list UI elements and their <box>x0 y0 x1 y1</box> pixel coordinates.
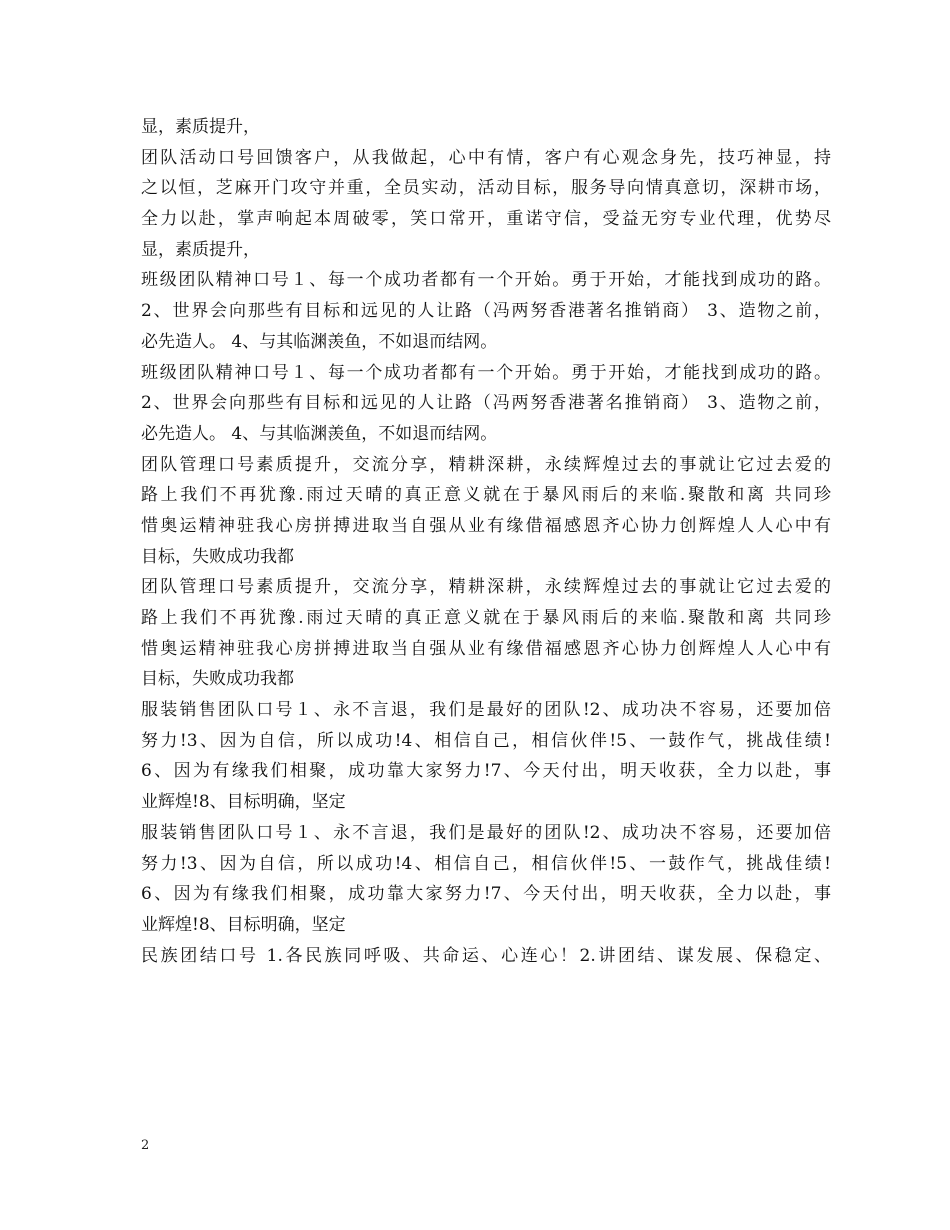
text-line: 团队管理口号素质提升，交流分享，精耕深耕，永续辉煌过去的事就让它过去爱的 <box>141 577 831 598</box>
text-line: 惜奥运精神驻我心房拼搏进取当自强从业有缘借福感恩齐心协力创辉煌人人心中有 <box>141 515 831 536</box>
text-line: 2、世界会向那些有目标和远见的人让路（冯两努香港著名推销商） 3、造物之前， <box>141 393 831 414</box>
text-line: 目标，失败成功我都 <box>141 669 294 690</box>
text-line: 必先造人。 4、与其临渊羡鱼，不如退而结网。 <box>141 423 498 444</box>
text-line: 显，素质提升， <box>141 239 260 260</box>
text-line: 班级团队精神口号１、每一个成功者都有一个开始。勇于开始，才能找到成功的路。 <box>141 270 831 291</box>
text-line: 服装销售团队口号１、永不言退，我们是最好的团队!2、成功决不容易，还要加倍 <box>141 822 831 843</box>
text-line: 民族团结口号 1.各民族同呼吸、共命运、心连心！2.讲团结、谋发展、保稳定、 <box>141 945 831 966</box>
text-line: 目标，失败成功我都 <box>141 546 294 567</box>
text-line: 努力!3、因为自信，所以成功!4、相信自己，相信伙伴!5、一鼓作气，挑战佳绩! <box>141 853 831 874</box>
text-line: 显，素质提升， <box>141 117 260 137</box>
text-line: 惜奥运精神驻我心房拼搏进取当自强从业有缘借福感恩齐心协力创辉煌人人心中有 <box>141 638 831 659</box>
text-line: 6、因为有缘我们相聚，成功靠大家努力!7、今天付出，明天收获，全力以赴，事 <box>141 761 831 782</box>
text-line: 路上我们不再犹豫.雨过天晴的真正意义就在于暴风雨后的来临.聚散和离 共同珍 <box>141 608 831 628</box>
text-line: 团队管理口号素质提升，交流分享，精耕深耕，永续辉煌过去的事就让它过去爱的 <box>141 454 831 475</box>
page-number: 2 <box>141 1138 150 1153</box>
text-line: 2、世界会向那些有目标和远见的人让路（冯两努香港著名推销商） 3、造物之前， <box>141 301 831 322</box>
document-body <box>141 112 831 971</box>
text-line: 服装销售团队口号１、永不言退，我们是最好的团队!2、成功决不容易，还要加倍 <box>141 700 831 721</box>
text-line: 业辉煌!8、目标明确，坚定 <box>141 914 346 935</box>
text-line: 团队活动口号回馈客户，从我做起，心中有情，客户有心观念身先，技巧神显，持 <box>141 147 831 168</box>
text-line: 之以恒，芝麻开门攻守并重，全员实动，活动目标，服务导向情真意切，深耕市场， <box>141 178 831 199</box>
text-line: 必先造人。 4、与其临渊羡鱼，不如退而结网。 <box>141 331 498 352</box>
text-line: 路上我们不再犹豫.雨过天晴的真正意义就在于暴风雨后的来临.聚散和离 共同珍 <box>141 485 831 506</box>
text-line: 努力!3、因为自信，所以成功!4、相信自己，相信伙伴!5、一鼓作气，挑战佳绩! <box>141 730 831 751</box>
text-line: 全力以赴，掌声响起本周破零，笑口常开，重诺守信，受益无穷专业代理，优势尽 <box>141 209 831 230</box>
text-line: 6、因为有缘我们相聚，成功靠大家努力!7、今天付出，明天收获，全力以赴，事 <box>141 884 831 905</box>
text-line: 班级团队精神口号１、每一个成功者都有一个开始。勇于开始，才能找到成功的路。 <box>141 362 831 383</box>
text-line: 业辉煌!8、目标明确，坚定 <box>141 792 346 813</box>
